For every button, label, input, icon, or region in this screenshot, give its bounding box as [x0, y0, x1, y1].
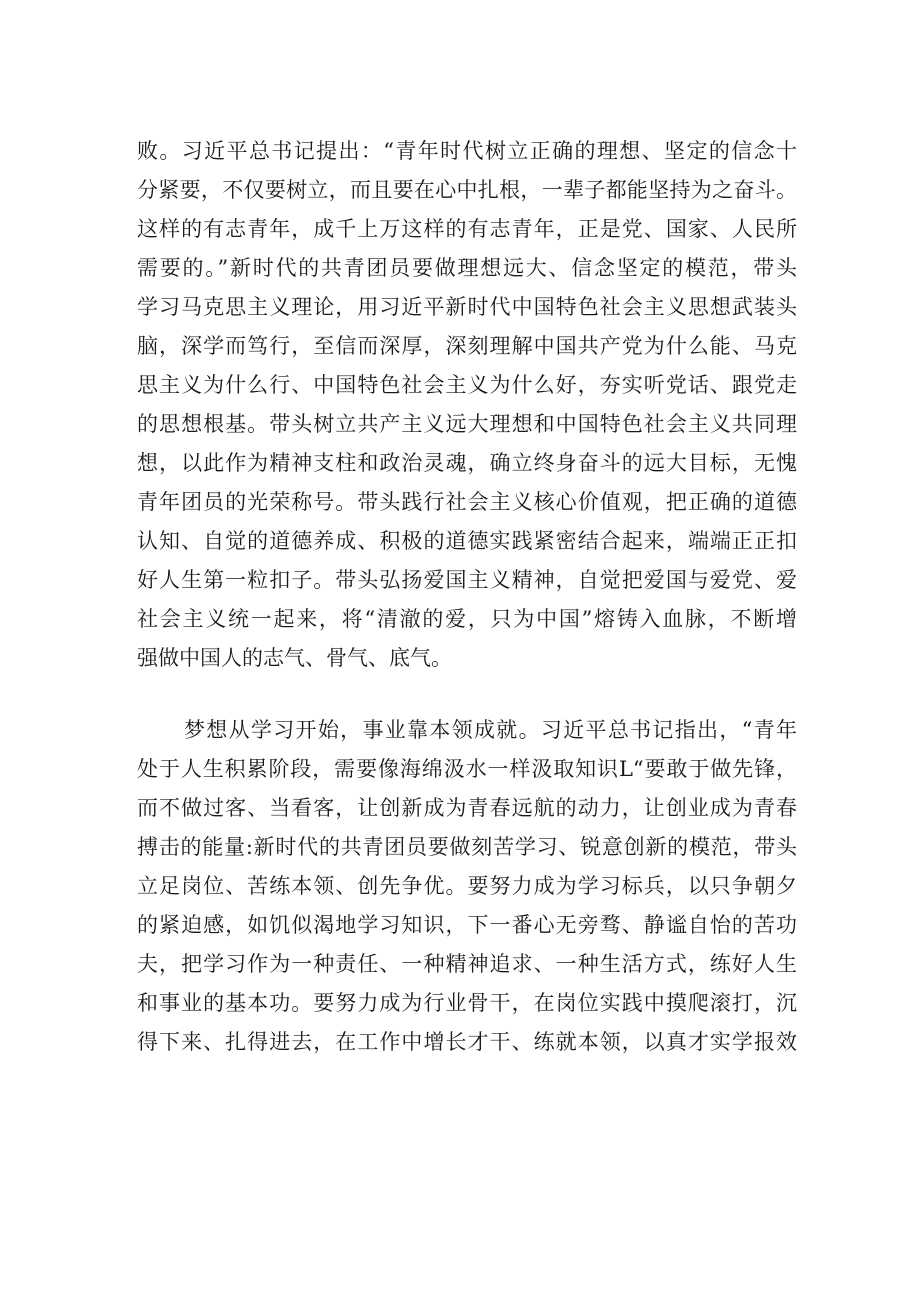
text-line: 而不做过客、当看客，让创新成为青春远航的动力，让创业成为青春: [137, 796, 797, 820]
text-line: 思主义为什么行、中国特色社会主义为什么好，夯实听党话、跟党走: [137, 373, 797, 397]
text-line: 败。习近平总书记提出：“青年时代树立正确的理想、坚定的信念十: [137, 139, 797, 163]
text-line: 这样的有志青年，成千上万这样的有志青年，正是党、国家、人民所: [137, 217, 797, 241]
text-line: 搏击的能量:新时代的共青团员要做刻苦学习、锐意创新的模范，带头: [137, 835, 797, 859]
text-line: 需要的。”新时代的共青团员要做理想远大、信念坚定的模范，带头: [137, 256, 797, 280]
text-line: 学习马克思主义理论，用习近平新时代中国特色社会主义思想武装头: [137, 295, 797, 319]
text-line: 处于人生积累阶段，需要像海绵汲水一样汲取知识L“要敢于做先锋，: [137, 757, 797, 781]
text-line: 强做中国人的志气、骨气、底气。: [137, 646, 452, 670]
text-line: 好人生第一粒扣子。带头弘扬爱国主义精神，自觉把爱国与爱党、爱: [137, 568, 797, 592]
text-line: 脑，深学而笃行，至信而深厚，深刻理解中国共产党为什么能、马克: [137, 334, 797, 358]
paragraph-spacer: [137, 678, 797, 711]
text-line: 社会主义统一起来，将“清澈的爱，只为中国”熔铸入血脉，不断增: [137, 607, 797, 631]
paragraph-1: [137, 132, 797, 678]
text-line: 的思想根基。带头树立共产主义远大理想和中国特色社会主义共同理: [137, 412, 797, 436]
text-line: 夫，把学习作为一种责任、一种精神追求、一种生活方式，练好人生: [137, 952, 797, 976]
text-line: 青年团员的光荣称号。带头践行社会主义核心价值观，把正确的道德: [137, 490, 797, 514]
text-line: 分紧要，不仅要树立，而且要在心中扎根，一辈子都能坚持为之奋斗。: [137, 178, 797, 202]
text-line: 想，以此作为精神支柱和政治灵魂，确立终身奋斗的远大目标，无愧: [137, 451, 797, 475]
text-line: 的紧迫感，如饥似渴地学习知识，下一番心无旁骛、静谧自怡的苦功: [137, 913, 797, 937]
text-line: 认知、自觉的道德养成、积极的道德实践紧密结合起来，端端正正扣: [137, 529, 797, 553]
text-line: 和事业的基本功。要努力成为行业骨干，在岗位实践中摸爬滚打，沉: [137, 991, 797, 1015]
document-body: [137, 132, 797, 1062]
text-line: 梦想从学习开始，事业靠本领成就。习近平总书记指出，“青年: [184, 718, 797, 742]
paragraph-2: [137, 711, 797, 1062]
text-line: 得下来、扎得进去，在工作中增长才干、练就本领，以真才实学报效: [137, 1030, 797, 1054]
text-line: 立足岗位、苦练本领、创先争优。要努力成为学习标兵，以只争朝夕: [137, 874, 797, 898]
